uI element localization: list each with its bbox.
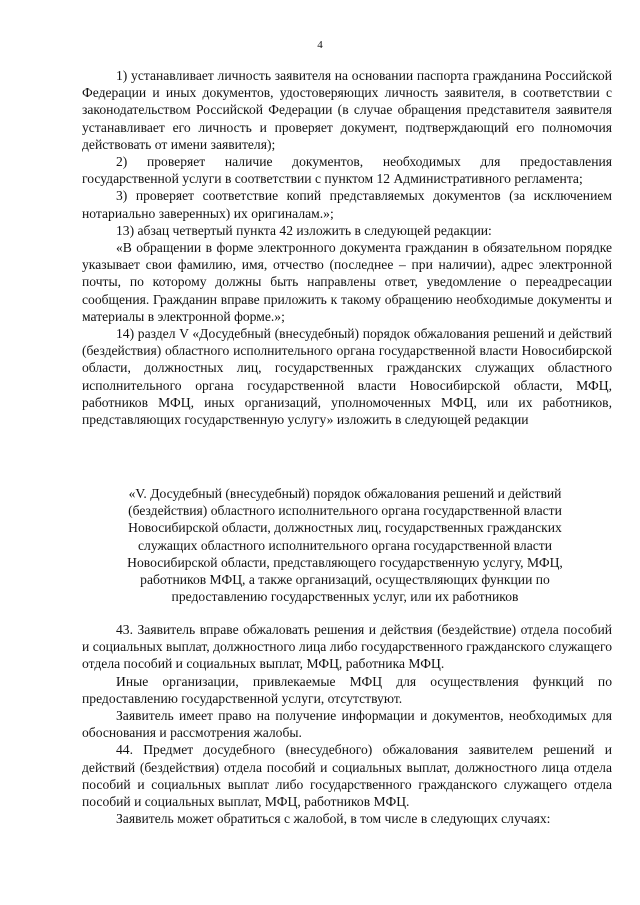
body-text-top xyxy=(82,67,612,428)
paragraph-other-organizations: Иные организации, привлекаемые МФЦ для осуществления функций по предоставлению государственной услуги, отсутствуют. xyxy=(82,673,612,706)
paragraph-item-2: 2) проверяет наличие документов, необходимых для предоставления государственной услуги в соответствии с пунктом 12 Административного регламента; xyxy=(82,154,612,187)
section-heading-text: «V. Досудебный (внесудебный) порядок обжалования решений и действий (бездействия) областного исполнительного органа государственной власти Новосибирской области, должностных лиц, государственных гражданских служащих областного исполнительного органа государственной власти Новосибирской области, представляющего государственную услугу, МФЦ, работников МФЦ, а также организаций, осуществляющих функции по предоставлению государственных услуг, или их работников xyxy=(127,486,563,605)
paragraph-44: 44. Предмет досудебного (внесудебного) обжалования заявителем решений и действий (бездействия) отдела пособий и социальных выплат, должностного лица отдела пособий и социальных выплат либо государственного гражданского служащего отдела пособий и социальных выплат, МФЦ, работников МФЦ. xyxy=(82,742,612,810)
paragraph-cases-intro: Заявитель может обратиться с жалобой, в том числе в следующих случаях: xyxy=(116,811,551,827)
page-number: 4 xyxy=(317,39,323,51)
paragraph-item-1: 1) устанавливает личность заявителя на основании паспорта гражданина Российской Федерации и иных документов, удостоверяющих личность заявителя, в соответствии с законодательством Российской Федерации (в случае обращения представителя заявителя устанавливает его личность и проверяет документ, подтверждающий его полномочия действовать от имени заявителя); xyxy=(82,68,612,152)
section-heading xyxy=(100,485,590,605)
paragraph-43: 43. Заявитель вправе обжаловать решения и действия (бездействие) отдела пособий и социальных выплат, должностного лица либо государственного гражданского служащего отдела пособий и социальных выплат, МФЦ, работника МФЦ. xyxy=(82,622,612,672)
body-text-bottom xyxy=(82,621,612,827)
paragraph-right-to-information: Заявитель имеет право на получение информации и документов, необходимых для обоснования и рассмотрения жалобы. xyxy=(82,708,612,741)
paragraph-quote: «В обращении в форме электронного документа гражданин в обязательном порядке указывает свои фамилию, имя, отчество (последнее – при наличии), адрес электронной почты, по которому должны быть направлены ответ, уведомление о переадресации сообщения. Гражданин вправе приложить к такому обращению необходимые документы и материалы в электронной форме.»; xyxy=(82,240,612,324)
paragraph-item-3: 3) проверяет соответствие копий представляемых документов (за исключением нотариально заверенных) их оригиналам.»; xyxy=(82,188,612,221)
paragraph-item-14: 14) раздел V «Досудебный (внесудебный) порядок обжалования решений и действий (бездействия) областного исполнительного органа государственной власти Новосибирской области, должностных лиц, государственных гражданских служащих областного исполнительного органа государственной власти Новосибирской области, МФЦ, работников МФЦ, иных организаций, уполномоченных МФЦ, или их работников, представляющих государственную услугу» изложить в следующей редакции xyxy=(82,326,612,428)
paragraph-item-13: 13) абзац четвертый пункта 42 изложить в следующей редакции: xyxy=(116,222,492,238)
